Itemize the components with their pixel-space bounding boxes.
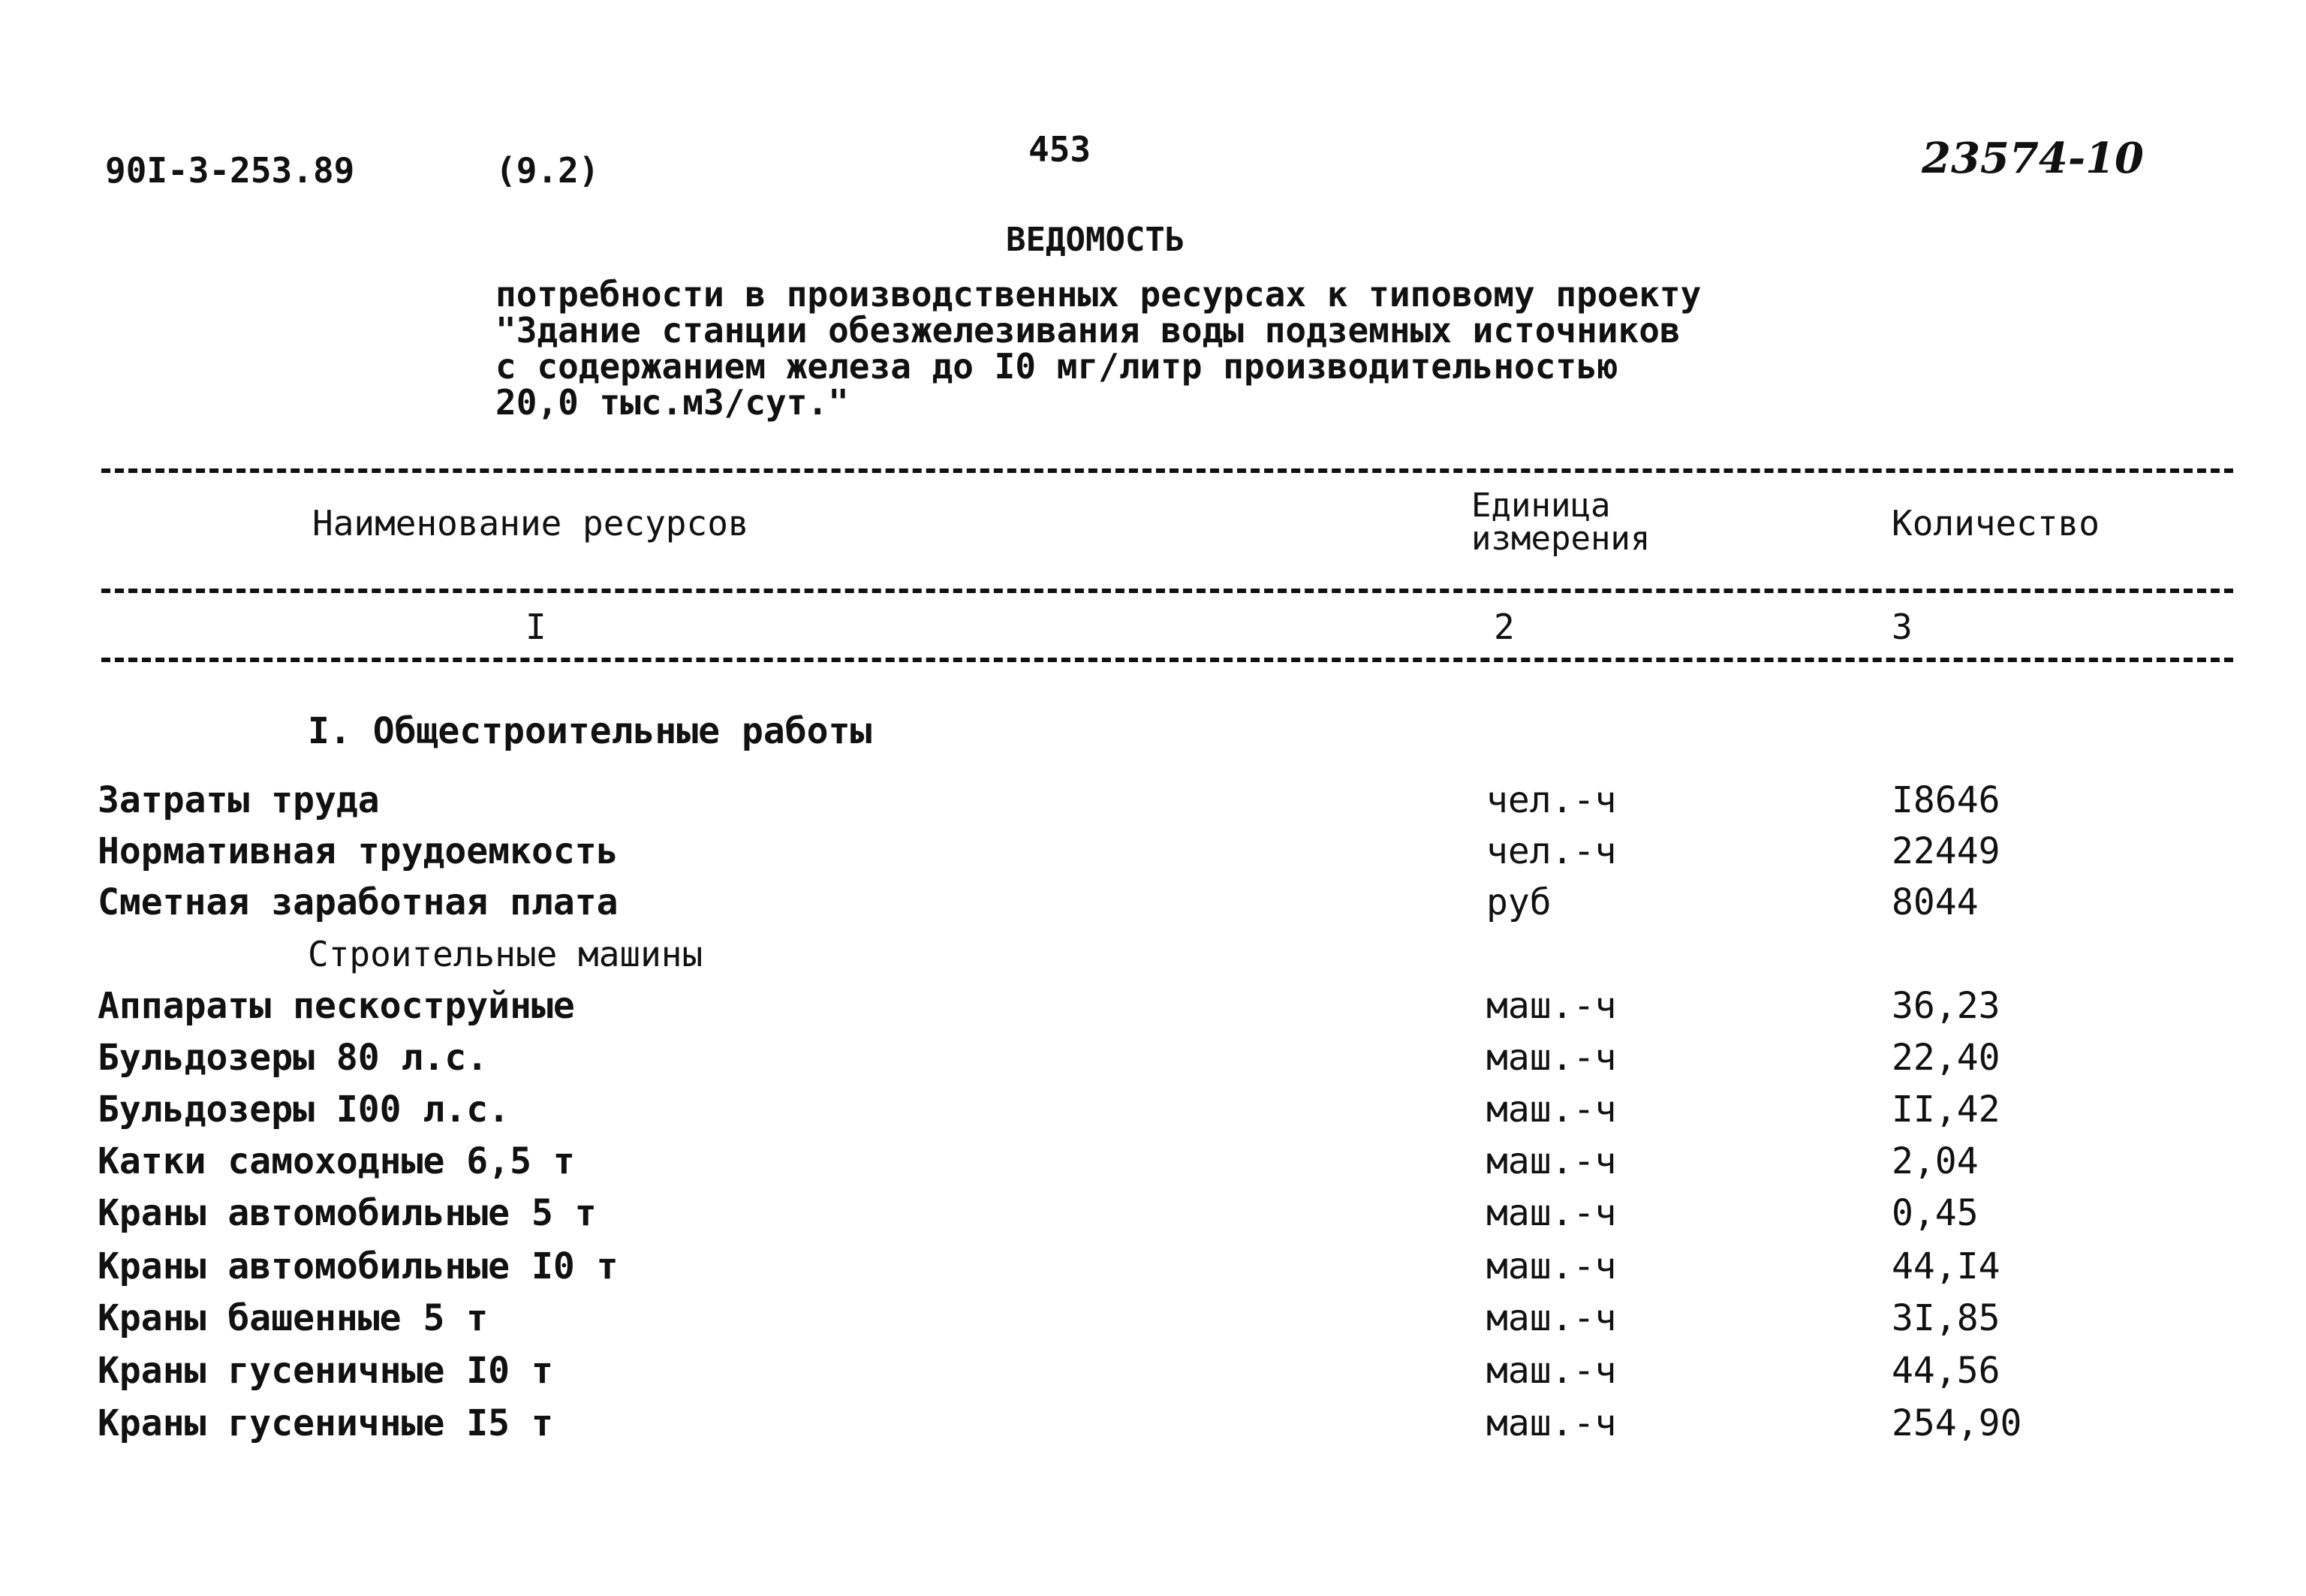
column-header-unit-line1: Единица	[1471, 486, 1611, 525]
table-row	[98, 830, 2229, 881]
resource-quantity: 44,I4	[1892, 1245, 2000, 1287]
page-number: 453	[1028, 129, 1091, 170]
resource-quantity: 36,23	[1892, 985, 2000, 1027]
resource-quantity: 2,04	[1892, 1140, 1979, 1182]
resource-name: Краны башенные 5 т	[98, 1297, 489, 1339]
resource-unit: маш.-ч	[1486, 1245, 1617, 1287]
table-row	[98, 1245, 2229, 1296]
resource-unit: чел.-ч	[1486, 779, 1617, 821]
document-title: ВЕДОМОСТЬ	[1006, 221, 1185, 259]
resource-unit: руб	[1486, 881, 1552, 923]
table-row	[98, 985, 2229, 1036]
resource-quantity: 22,40	[1892, 1037, 2000, 1079]
resource-unit: маш.-ч	[1486, 1297, 1617, 1339]
resource-name: Бульдозеры I00 л.с.	[98, 1089, 510, 1131]
resource-quantity: 0,45	[1892, 1192, 1979, 1234]
resource-quantity: 44,56	[1892, 1350, 2000, 1392]
resource-quantity: 22449	[1892, 830, 2000, 872]
resource-name: Краны автомобильные I0 т	[98, 1245, 619, 1287]
column-header-unit	[1471, 486, 1651, 558]
table-row	[98, 1140, 2229, 1191]
section-number: (9.2)	[495, 150, 600, 191]
resource-unit: маш.-ч	[1486, 1089, 1617, 1131]
table-row	[98, 1350, 2229, 1401]
resource-quantity: II,42	[1892, 1089, 2000, 1131]
resource-quantity: I8646	[1892, 779, 2000, 821]
resource-quantity: 3I,85	[1892, 1297, 2000, 1339]
column-header-quantity: Количество	[1892, 503, 2100, 544]
table-row	[98, 779, 2229, 830]
resource-quantity: 254,90	[1892, 1402, 2022, 1444]
resource-unit: маш.-ч	[1486, 1140, 1617, 1182]
section-title: I. Общестроительные работы	[308, 710, 872, 752]
document-subtitle	[495, 274, 1702, 423]
table-row	[98, 1192, 2229, 1243]
subtitle-line: потребности в производственных ресурсах к типовому проекту	[495, 274, 1702, 315]
resource-unit: маш.-ч	[1486, 1350, 1617, 1392]
resource-name: Бульдозеры 80 л.с.	[98, 1037, 489, 1079]
resource-unit: чел.-ч	[1486, 830, 1617, 872]
header-mid-rule	[101, 589, 2233, 593]
resource-name: Сметная заработная плата	[98, 881, 619, 923]
resource-unit: маш.-ч	[1486, 985, 1617, 1027]
subtitle-line: с содержанием железа до I0 мг/литр производительностью	[495, 346, 1618, 387]
document-code: 90I-3-253.89	[105, 150, 355, 191]
table-row	[98, 1089, 2229, 1140]
resource-name: Краны гусеничные I0 т	[98, 1350, 553, 1392]
column-header-unit-line2: измерения	[1471, 519, 1651, 558]
resource-name: Краны автомобильные 5 т	[98, 1192, 597, 1234]
subtitle-line: "Здание станции обезжелезивания воды подземных источников	[495, 310, 1681, 351]
header-bottom-rule	[101, 658, 2233, 662]
resource-unit: маш.-ч	[1486, 1192, 1617, 1234]
column-number-1: I	[525, 607, 546, 647]
subtitle-line: 20,0 тыс.м3/сут."	[495, 382, 849, 423]
column-number-2: 2	[1494, 607, 1515, 647]
resource-unit: маш.-ч	[1486, 1402, 1617, 1444]
column-number-3: 3	[1892, 607, 1913, 647]
handwritten-number: 23574-10	[1922, 134, 2144, 183]
resource-name: Катки самоходные 6,5 т	[98, 1140, 575, 1182]
table-row	[98, 1297, 2229, 1348]
table-row	[98, 881, 2229, 932]
table-top-rule	[101, 468, 2233, 473]
table-row	[98, 1402, 2229, 1453]
resource-name: Аппараты пескоструйные	[98, 985, 575, 1027]
column-header-name: Наименование ресурсов	[312, 503, 749, 544]
resource-name: Затраты труда	[98, 779, 380, 821]
resource-name: Краны гусеничные I5 т	[98, 1402, 553, 1444]
table-row	[98, 1037, 2229, 1088]
resource-unit: маш.-ч	[1486, 1037, 1617, 1079]
subheading-machines: Строительные машины	[308, 934, 703, 974]
resource-name: Нормативная трудоемкость	[98, 830, 619, 872]
resource-quantity: 8044	[1892, 881, 1979, 923]
